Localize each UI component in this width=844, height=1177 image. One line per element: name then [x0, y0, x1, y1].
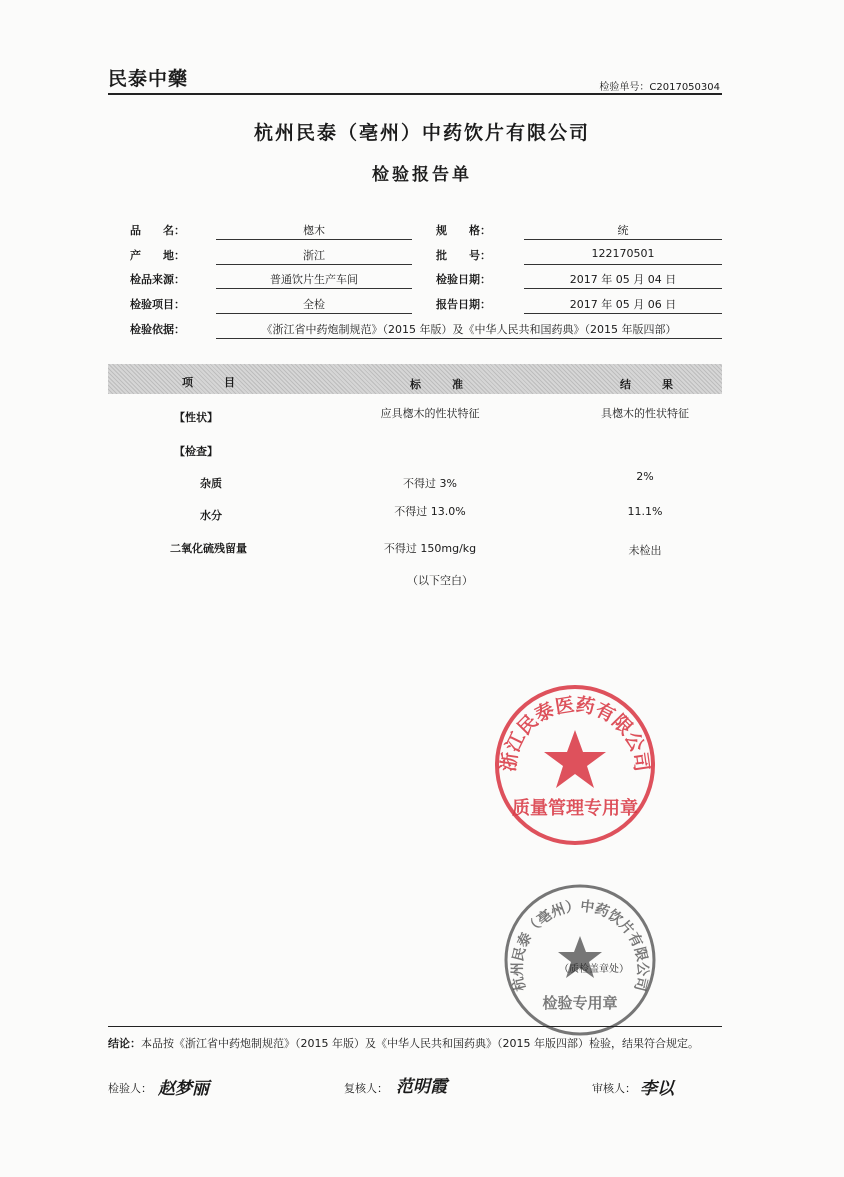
conclusion-label: 结论： [108, 1037, 141, 1050]
blank-note: （以下空白） [407, 574, 473, 587]
product-name-label: 品 名： [130, 224, 185, 237]
source-label: 检品来源： [130, 273, 185, 286]
report-number-value: C2017050304 [649, 82, 720, 93]
spec-value: 统 [617, 224, 629, 237]
quality-stamp-star-icon [544, 730, 606, 788]
source-value: 普通饮片生产车间 [270, 273, 358, 286]
inspection-stamp [500, 880, 660, 1040]
conclusion [108, 1036, 722, 1051]
row-so2-item: 二氧化硫残留量 [170, 542, 247, 555]
section-properties: 【性状】 [174, 411, 218, 424]
quality-stamp-bottom-text: 质量管理专用章 [512, 798, 638, 819]
basis-underline [216, 338, 722, 339]
row-impurity-item: 杂质 [200, 477, 222, 490]
quality-stamp-top-text: 浙江民泰医药有限公司 [497, 693, 653, 773]
row-moisture-standard: 不得过 13.0% [394, 505, 466, 518]
product-name-value: 楤木 [303, 224, 325, 237]
inspection-stamp-bottom-text: 检验专用章 [542, 994, 618, 1012]
basis-label: 检验依据： [130, 323, 185, 336]
product-name-underline [216, 239, 412, 240]
row-impurity-result: 2% [636, 470, 654, 483]
column-header-result: 结 果 [620, 378, 683, 391]
items-label: 检验项目： [130, 298, 185, 311]
row-moisture-item: 水分 [200, 509, 222, 522]
basis-value: 《浙江省中药炮制规范》（2015 年版）及《中华人民共和国药典》（2015 年版四部） [261, 323, 677, 336]
origin-underline [216, 264, 412, 265]
approver-label: 审核人： [592, 1082, 636, 1095]
row-so2-standard: 不得过 150mg/kg [383, 542, 477, 555]
spec-label: 规 格： [436, 224, 491, 237]
row-impurity-standard: 不得过 3% [403, 477, 457, 490]
test-date-underline [524, 288, 722, 289]
report-number-label: 检验单号： [599, 82, 650, 93]
properties-result: 具楤木的性状特征 [601, 407, 689, 420]
reviewer-label: 复核人： [344, 1082, 388, 1095]
origin-label: 产 地： [130, 249, 185, 262]
batch-label: 批 号： [436, 249, 491, 262]
items-underline [216, 313, 412, 314]
properties-standard: 应具楤木的性状特征 [380, 407, 480, 420]
report-date-underline [524, 313, 722, 314]
batch-value: 122170501 [591, 247, 655, 260]
approver-signature: 李以 [640, 1079, 674, 1099]
source-underline [216, 288, 412, 289]
spec-underline [524, 239, 722, 240]
report-date-value: 2017 年 05 月 06 日 [569, 298, 677, 311]
column-header-item: 项 目 [182, 376, 245, 389]
footer-divider [108, 1026, 722, 1027]
row-moisture-result: 11.1% [627, 505, 663, 518]
quality-management-stamp [490, 680, 660, 850]
document-title: 检验报告单 [372, 165, 472, 185]
report-date-label: 报告日期： [436, 298, 491, 311]
reviewer-signature: 范明霞 [396, 1077, 447, 1097]
company-name: 杭州民泰（亳州）中药饮片有限公司 [253, 122, 590, 144]
origin-value: 浙江 [303, 249, 325, 262]
items-value: 全检 [303, 298, 325, 311]
test-date-label: 检验日期： [436, 273, 491, 286]
inspection-stamp-top-text: 杭州民泰（亳州）中药饮片有限公司 [509, 898, 651, 993]
inspector-signature: 赵梦丽 [158, 1079, 209, 1099]
column-header-standard: 标 准 [410, 378, 473, 391]
row-so2-result: 未检出 [628, 544, 662, 557]
inspector-label: 检验人： [108, 1082, 152, 1095]
inspection-stamp-note: （质检盖章处） [559, 964, 629, 975]
batch-underline [524, 264, 722, 265]
section-check: 【检查】 [174, 445, 218, 458]
report-number [599, 78, 720, 93]
conclusion-text: 本品按《浙江省中药炮制规范》（2015 年版）及《中华人民共和国药典》（2015 年版四部）检验，结果符合规定。 [141, 1037, 699, 1050]
test-date-value: 2017 年 05 月 04 日 [569, 273, 677, 286]
header-divider [108, 93, 722, 95]
company-logo: 民泰中藥 [108, 68, 189, 90]
